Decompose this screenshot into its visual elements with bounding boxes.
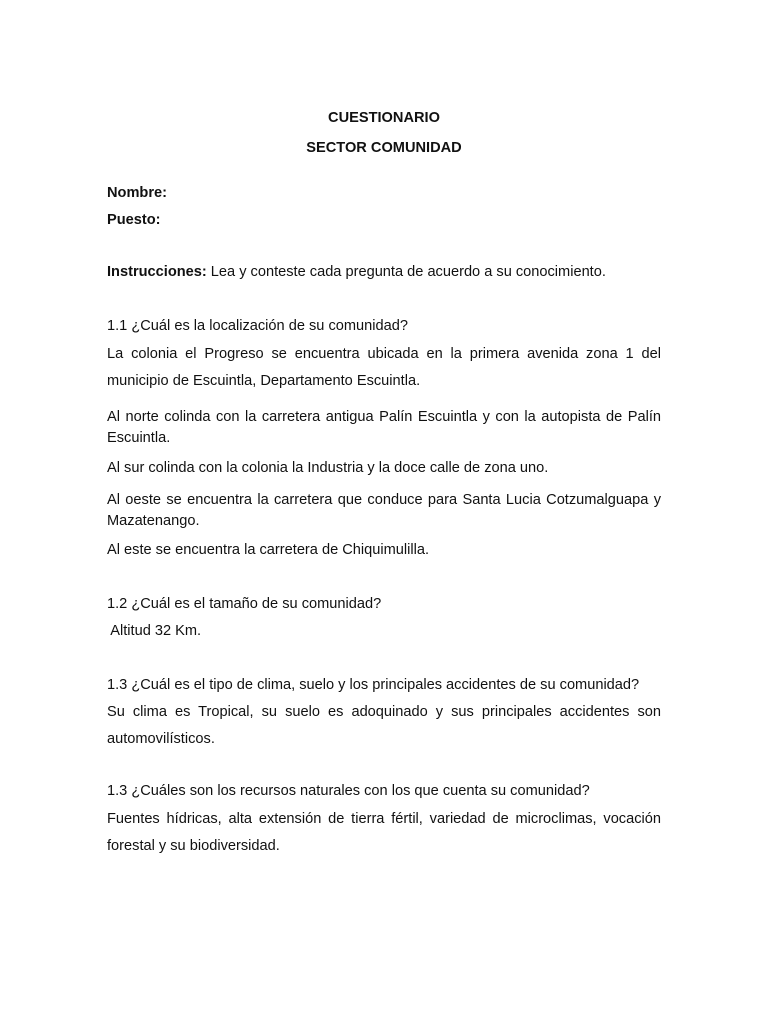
document-subtitle: SECTOR COMUNIDAD: [306, 140, 462, 156]
question-1-2: 1.2 ¿Cuál es el tamaño de su comunidad?: [107, 596, 382, 612]
document-title: CUESTIONARIO: [328, 110, 440, 126]
answer-1-1-south: Al sur colinda con la colonia la Industria y la doce calle de zona uno.: [107, 460, 549, 476]
answer-1-1-east: Al este se encuentra la carretera de Chiquimulilla.: [107, 542, 430, 558]
answer-1-3-clima: Su clima es Tropical, su suelo es adoquinado y sus principales accidentes son automovilísticos.: [107, 704, 661, 747]
answer-1-1-north: Al norte colinda con la carretera antigua Palín Escuintla y con la autopista de Palín Escuintla.: [107, 409, 661, 446]
question-1-1: 1.1 ¿Cuál es la localización de su comunidad?: [107, 318, 408, 334]
instructions-label: Instrucciones:: [107, 264, 207, 280]
nombre-label: Nombre:: [107, 185, 167, 201]
answer-1-3-recursos: Fuentes hídricas, alta extensión de tierra fértil, variedad de microclimas, vocación forestal y su biodiversidad.: [107, 811, 661, 854]
answer-1-1-west: Al oeste se encuentra la carretera que conduce para Santa Lucia Cotzumalguapa y Mazatenango.: [107, 492, 661, 529]
question-1-3-recursos: 1.3 ¿Cuáles son los recursos naturales con los que cuenta su comunidad?: [107, 783, 590, 799]
answer-1-2: Altitud 32 Km.: [107, 623, 202, 639]
question-1-3-clima: 1.3 ¿Cuál es el tipo de clima, suelo y los principales accidentes de su comunidad?: [107, 677, 640, 693]
answer-1-1: La colonia el Progreso se encuentra ubicada en la primera avenida zona 1 del municipio de Escuintla, Departamento Escuintla.: [107, 346, 661, 389]
instructions-text: Lea y conteste cada pregunta de acuerdo a su conocimiento.: [206, 264, 606, 280]
instructions: [107, 264, 661, 280]
puesto-label: Puesto:: [107, 212, 161, 228]
